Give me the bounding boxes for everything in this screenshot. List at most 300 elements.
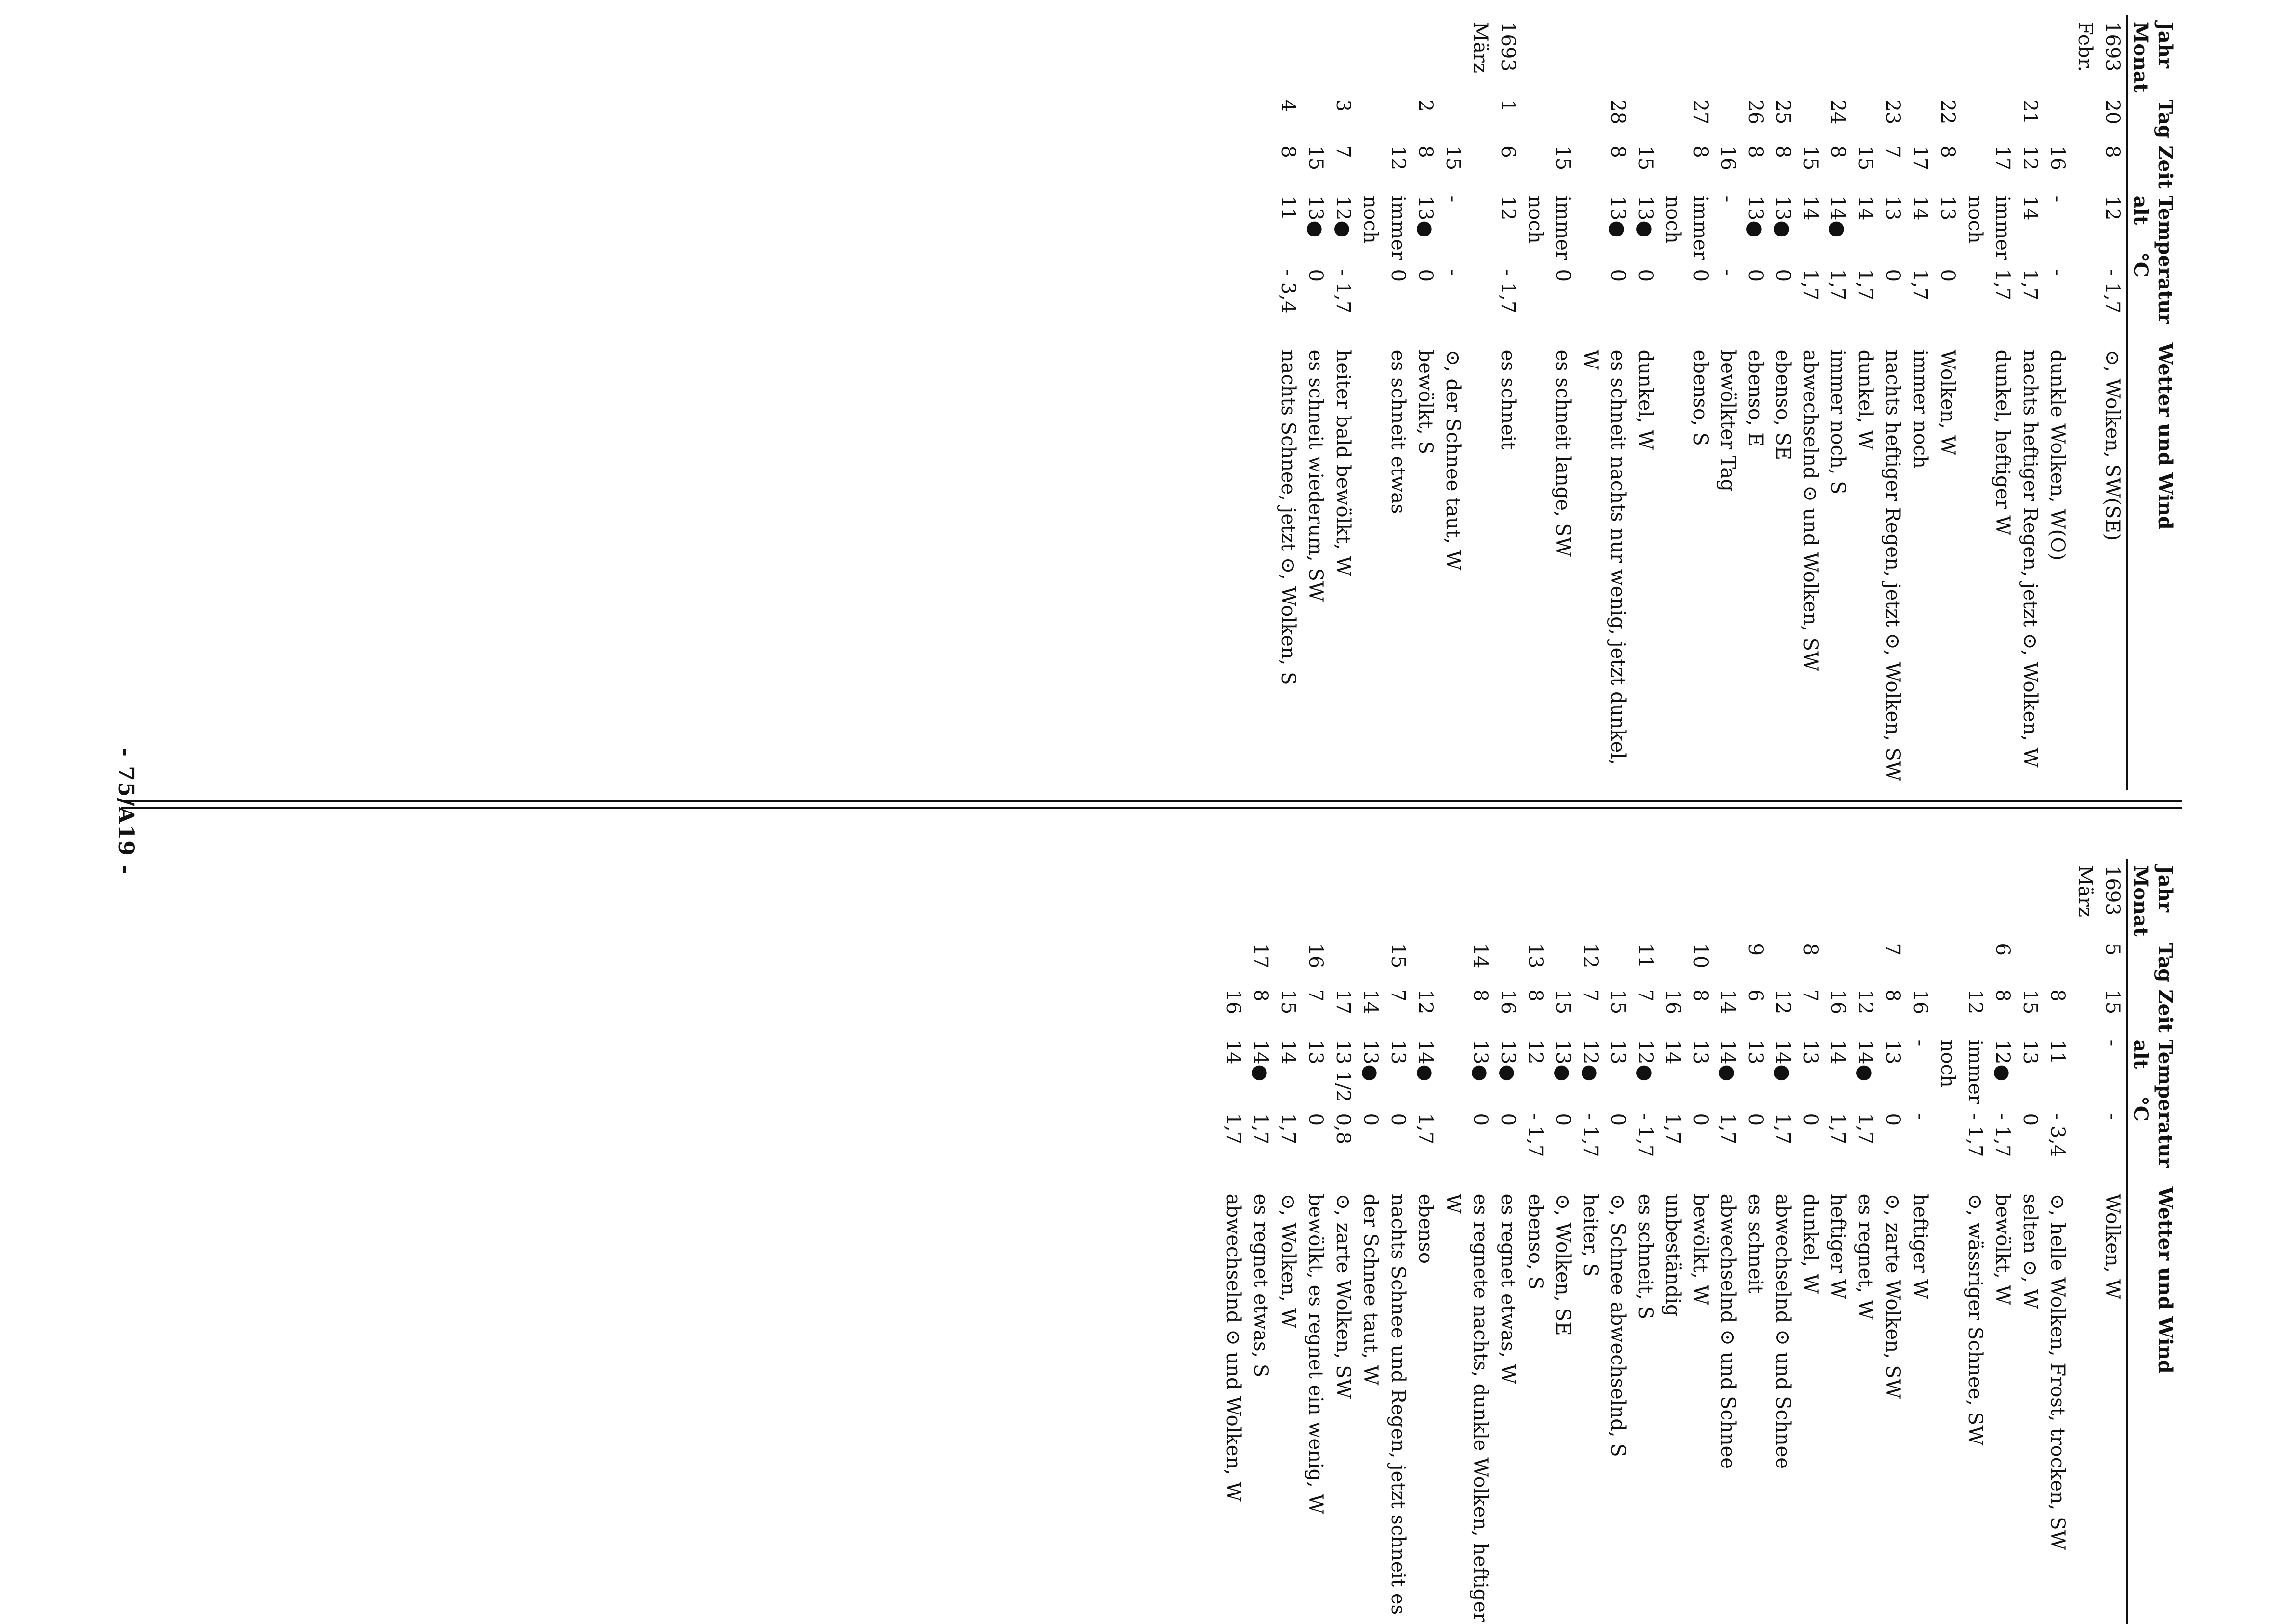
cell-temp-alt: -: [2101, 1039, 2124, 1047]
cell-tag: 3: [1332, 99, 1354, 112]
cell-temp-celsius: 0: [1607, 1113, 1629, 1126]
header-wetter: Wetter und Wind: [2127, 1180, 2177, 1624]
cell-temp-alt: 12: [1524, 1039, 1547, 1065]
cell-tag: [2044, 92, 2071, 138]
cell-temp-alt: 11: [2046, 1039, 2069, 1065]
cell-wetter: ⊙, Wolken, SW(SE): [2101, 349, 2124, 541]
cell-tag: [1906, 936, 1934, 982]
table-row: [1412, 15, 1439, 790]
cell-zeit: 16: [1497, 989, 1519, 1015]
cell-zeit: 7: [1304, 989, 1327, 1002]
table-row: [1714, 859, 1741, 1624]
cell-tag: 6: [1991, 943, 2014, 956]
table-row: [1329, 15, 1357, 790]
cell-temp-celsius: 0: [1689, 1113, 1712, 1126]
cell-wetter: heiter bald bewölkt, W: [1332, 349, 1354, 576]
cell-jahr-monat: 1693 Febr.: [2074, 22, 2124, 72]
cell-temp-alt: 13●: [1359, 1039, 1382, 1082]
cell-jahr-monat: 1693 März: [2074, 865, 2124, 917]
cell-jahr-monat: [1247, 859, 1274, 936]
cell-zeit: 16: [1716, 145, 1739, 171]
cell-tag: [1851, 92, 1879, 138]
cell-temp-alt: 12●: [1634, 1039, 1657, 1082]
cell-tag: [1934, 936, 1989, 982]
table-row: [2071, 15, 2127, 790]
cell-temp-alt: 13●: [1414, 195, 1437, 238]
table-row: [1851, 859, 1879, 1624]
cell-temp-alt: 13●: [1469, 1039, 1492, 1082]
cell-temp-celsius: 0: [1387, 1113, 1409, 1126]
cell-tag: [1714, 92, 1741, 138]
cell-wetter: ⊙, helle Wolken, Frost, trocken, SW: [2046, 1193, 2069, 1550]
table-row: [1906, 859, 1934, 1624]
table-row: [1577, 15, 1632, 790]
cell-jahr-monat: [1659, 15, 1714, 92]
cell-tag: 11: [1634, 943, 1657, 969]
table-row: [1467, 15, 1522, 790]
cell-temp-alt: -: [1909, 1039, 1931, 1047]
cell-temp-celsius: 1,7: [1854, 1113, 1876, 1145]
cell-temp-celsius: -: [1716, 269, 1739, 276]
cell-wetter: nachts Schnee und Regen, jetzt schneit es: [1387, 1193, 1409, 1615]
cell-tag: [1329, 936, 1357, 982]
cell-temp-alt: immer noch: [1359, 195, 1409, 261]
table-row: [1577, 859, 1604, 1624]
table-row: [1247, 859, 1274, 1624]
table-row: [1741, 15, 1769, 790]
table-row: [1659, 859, 1687, 1624]
cell-jahr-monat: [1851, 859, 1879, 936]
cell-zeit: 7: [1881, 145, 1904, 158]
cell-wetter: ⊙, wässriger Schnee, SW: [1964, 1193, 1986, 1446]
cell-jahr-monat: [1439, 859, 1494, 936]
cell-tag: [1824, 936, 1851, 982]
cell-jahr-monat: [1632, 859, 1659, 936]
cell-temp-celsius: -: [1909, 1113, 1931, 1120]
table-row: [1769, 15, 1796, 790]
cell-temp-alt: 14●: [1826, 195, 1849, 238]
table-row: [2071, 859, 2127, 1624]
cell-temp-alt: 14: [1799, 195, 1821, 221]
cell-temp-celsius: -: [2046, 269, 2069, 276]
cell-wetter: ⊙, Schnee abwechselnd, S: [1607, 1193, 1629, 1457]
cell-temp-alt: 13: [1936, 195, 1959, 221]
cell-zeit: 7: [1387, 989, 1409, 1002]
cell-tag: [1494, 936, 1522, 982]
cell-tag: [1851, 936, 1879, 982]
cell-wetter: es schneit: [1497, 349, 1519, 450]
cell-wetter: abwechselnd ⊙ und Schnee: [1716, 1193, 1739, 1469]
cell-tag: 2: [1414, 99, 1437, 112]
header-zeit: Zeit: [2127, 982, 2177, 1032]
cell-jahr-monat: [1384, 859, 1412, 936]
cell-temp-alt: 13: [1607, 1039, 1629, 1065]
cell-wetter: bewölkt, S: [1414, 349, 1437, 455]
cell-temp-celsius: 0: [1304, 269, 1327, 282]
cell-tag: 1: [1497, 99, 1519, 112]
cell-wetter: ebenso, S: [1689, 349, 1712, 446]
cell-wetter: Wolken, W: [2101, 1193, 2124, 1300]
cell-wetter: heftiger W: [1909, 1193, 1931, 1299]
cell-zeit: 16: [1222, 989, 1244, 1015]
cell-temp-alt: 14: [2019, 195, 2041, 221]
cell-zeit: 7: [1579, 989, 1602, 1002]
table-row: [1851, 15, 1879, 790]
cell-tag: [2044, 936, 2071, 982]
cell-tag: 21: [2019, 99, 2041, 125]
cell-jahr-monat: [2044, 859, 2071, 936]
cell-temp-alt: 14●: [1716, 1039, 1739, 1082]
cell-zeit: 16: [2046, 145, 2069, 171]
cell-temp-alt: 14: [1222, 1039, 1244, 1065]
table-row: [1796, 15, 1824, 790]
cell-temp-celsius: 1,7: [1222, 1113, 1244, 1145]
cell-temp-alt: 13●: [1634, 195, 1657, 238]
cell-tag: [1906, 92, 1934, 138]
table-row: [1274, 15, 1302, 790]
cell-temp-celsius: 1,7: [1826, 269, 1849, 301]
cell-jahr-monat: [1329, 859, 1357, 936]
cell-tag: 27: [1689, 99, 1712, 125]
cell-temp-celsius: - 3,4: [1277, 269, 1299, 314]
table-row: [1549, 859, 1577, 1624]
cell-tag: [1357, 936, 1384, 982]
cell-jahr-monat: [1934, 859, 1989, 936]
cell-zeit: 15: [1277, 989, 1299, 1015]
cell-zeit: 17: [1991, 145, 2014, 171]
cell-tag: [1769, 936, 1796, 982]
table-row: [1357, 15, 1412, 790]
cell-jahr-monat: [1687, 859, 1714, 936]
cell-jahr-monat: [1412, 15, 1439, 92]
cell-zeit: 15: [1634, 145, 1657, 171]
cell-zeit: 15: [1552, 145, 1574, 171]
cell-wetter: heftiger W: [1826, 1193, 1849, 1299]
cell-temp-celsius: - 1,7: [2101, 269, 2124, 314]
cell-temp-alt: 14: [1909, 195, 1931, 221]
cell-temp-celsius: 0: [1634, 269, 1657, 282]
cell-temp-celsius: - 1,7: [1332, 269, 1354, 314]
cell-tag: [1714, 936, 1741, 982]
cell-temp-alt: 12: [1497, 195, 1519, 221]
cell-zeit: 6: [1744, 989, 1767, 1002]
table-row: [1494, 859, 1522, 1624]
cell-wetter: selten ⊙, W: [2019, 1193, 2041, 1309]
cell-jahr-monat: [1769, 859, 1796, 936]
cell-zeit: 7: [1634, 989, 1657, 1002]
cell-tag: 15: [1387, 943, 1409, 969]
table-row: [1934, 15, 1961, 790]
cell-wetter: es schneit etwas: [1387, 349, 1409, 514]
cell-wetter: immer noch, S: [1826, 349, 1849, 495]
cell-temp-alt: -: [2046, 195, 2069, 203]
cell-wetter: immer noch: [1909, 349, 1931, 469]
cell-jahr-monat: [1989, 859, 2016, 936]
cell-zeit: 15: [1304, 145, 1327, 171]
table-row: [1906, 15, 1934, 790]
cell-temp-alt: immer noch: [1524, 195, 1574, 261]
cell-temp-alt: 13: [1304, 1039, 1327, 1065]
table-row: [1961, 15, 2016, 790]
table-row: [2044, 859, 2071, 1624]
cell-zeit: 7: [1332, 145, 1354, 158]
cell-wetter: bewölkt, W: [1689, 1193, 1712, 1305]
cell-jahr-monat: [2016, 15, 2044, 92]
cell-temp-celsius: 0: [1552, 269, 1574, 282]
cell-jahr-monat: [1329, 15, 1357, 92]
cell-jahr-monat: [1796, 859, 1824, 936]
cell-tag: 14: [1469, 943, 1492, 969]
cell-tag: [1412, 936, 1439, 982]
cell-temp-celsius: 0,8: [1332, 1113, 1354, 1145]
cell-zeit: 8: [1414, 145, 1437, 158]
cell-jahr-monat: [1659, 859, 1687, 936]
table-row: [1879, 859, 1906, 1624]
cell-temp-celsius: 0: [1799, 1113, 1821, 1126]
cell-temp-alt: 13●: [1771, 195, 1794, 238]
cell-temp-celsius: 0: [1744, 1113, 1767, 1126]
cell-temp-celsius: 0: [1936, 269, 1959, 282]
table-row: [2044, 15, 2071, 790]
cell-temp-celsius: - 1,7: [1964, 1113, 1986, 1157]
cell-temp-alt: 14: [1854, 195, 1876, 221]
cell-temp-celsius: 0: [1552, 1113, 1574, 1126]
cell-temp-alt: 14●: [1414, 1039, 1437, 1082]
cell-temp-celsius: 1,7: [1909, 269, 1931, 301]
cell-temp-alt: 13: [1689, 1039, 1712, 1065]
cell-zeit: 8: [1524, 989, 1547, 1002]
cell-jahr-monat: [1632, 15, 1659, 92]
cell-temp-alt: 14●: [1249, 1039, 1272, 1082]
table-row: [1329, 859, 1357, 1624]
cell-temp-celsius: 0: [1607, 269, 1629, 282]
cell-wetter: Wolken, W: [1936, 349, 1959, 456]
table-row: [1632, 15, 1659, 790]
cell-jahr-monat: [1934, 15, 1961, 92]
cell-zeit: 12: [1387, 145, 1409, 171]
cell-zeit: 8: [1936, 145, 1959, 158]
cell-wetter: ebenso: [1414, 1193, 1437, 1264]
cell-temp-celsius: 0: [1744, 269, 1767, 282]
cell-tag: 23: [1881, 99, 1904, 125]
cell-temp-celsius: - 1,7: [1634, 1113, 1657, 1157]
cell-jahr-monat: [1879, 859, 1906, 936]
cell-jahr-monat: [1549, 859, 1577, 936]
cell-temp-celsius: 1,7: [1277, 1113, 1299, 1145]
header-temperatur: Temperatur alt °C: [2127, 1033, 2177, 1180]
cell-jahr-monat: 1693 März: [1469, 22, 1519, 73]
cell-jahr-monat: [1302, 859, 1329, 936]
cell-zeit: 15: [2101, 989, 2124, 1015]
table-row: [1604, 859, 1632, 1624]
cell-temp-celsius: 0: [1497, 1113, 1519, 1126]
cell-wetter: der Schnee taut, W: [1359, 1193, 1382, 1386]
table-row: [1439, 859, 1494, 1624]
cell-tag: 5: [2101, 943, 2124, 956]
cell-jahr-monat: [1796, 15, 1824, 92]
cell-temp-celsius: -: [2101, 1113, 2124, 1120]
table-row: [1384, 859, 1412, 1624]
cell-jahr-monat: [1961, 15, 2016, 92]
cell-wetter: ebenso, SE: [1771, 349, 1794, 460]
table-row: [1522, 859, 1549, 1624]
cell-temp-alt: 13: [1881, 195, 1904, 221]
cell-zeit: 14: [1359, 989, 1382, 1015]
header-wetter: Wetter und Wind: [2127, 336, 2177, 790]
cell-jahr-monat: [1906, 859, 1934, 936]
cell-zeit: 16: [1826, 989, 1849, 1015]
header-jahr-monat: Jahr Monat: [2127, 859, 2177, 936]
cell-zeit: 12: [1964, 989, 1986, 1015]
header-zeit: Zeit: [2127, 138, 2177, 188]
cell-tag: [1302, 92, 1329, 138]
cell-wetter: dunkle Wolken, W(O): [2046, 349, 2069, 561]
rows-left: [1274, 15, 2127, 790]
cell-jahr-monat: [1302, 15, 1329, 92]
cell-tag: 8: [1799, 943, 1821, 956]
cell-zeit: 12: [1414, 989, 1437, 1015]
cell-tag: 22: [1936, 99, 1959, 125]
cell-temp-alt: -: [1442, 195, 1464, 203]
rows-right: [1219, 859, 2127, 1624]
cell-zeit: 8: [1607, 145, 1629, 158]
cell-zeit: 15: [2019, 989, 2041, 1015]
cell-wetter: abwechselnd ⊙ und Wolken, SW: [1799, 349, 1821, 672]
cell-temp-celsius: 0: [1469, 1113, 1492, 1126]
cell-temp-celsius: 0: [1414, 269, 1437, 282]
cell-zeit: 15: [1799, 145, 1821, 171]
cell-temp-alt: 13●: [1607, 195, 1629, 238]
cell-temp-alt: 13: [1881, 1039, 1904, 1065]
cell-wetter: ⊙, Wolken, SE: [1552, 1193, 1574, 1336]
cell-jahr-monat: [1357, 859, 1384, 936]
cell-temp-alt: 13●: [1552, 1039, 1574, 1082]
table-row: [1274, 859, 1302, 1624]
cell-tag: [1274, 936, 1302, 982]
cell-temp-celsius: - 1,7: [1579, 1113, 1602, 1157]
table-row: [1219, 859, 1247, 1624]
cell-zeit: 17: [1332, 989, 1354, 1015]
cell-zeit: 16: [1909, 989, 1931, 1015]
cell-temp-celsius: 0: [1771, 269, 1794, 282]
cell-temp-alt: 14: [1662, 1039, 1684, 1065]
cell-tag: 17: [1249, 943, 1272, 969]
cell-temp-alt: immer noch: [1964, 195, 2014, 261]
cell-temp-alt: 14: [1826, 1039, 1849, 1065]
cell-tag: [1357, 92, 1412, 138]
cell-temp-alt: 13: [1799, 1039, 1821, 1065]
cell-jahr-monat: [2044, 15, 2071, 92]
cell-jahr-monat: [1604, 859, 1632, 936]
header-tag: Tag: [2127, 92, 2177, 138]
cell-temp-alt: 13: [2019, 1039, 2041, 1065]
cell-temp-celsius: 1,7: [1771, 1113, 1794, 1145]
cell-tag: 20: [2101, 99, 2124, 125]
cell-zeit: 17: [1909, 145, 1931, 171]
cell-temp-celsius: - 1,7: [1524, 1113, 1547, 1157]
cell-temp-celsius: - 3,4: [2046, 1113, 2069, 1157]
cell-wetter: es schneit: [1744, 1193, 1767, 1294]
cell-jahr-monat: [1879, 15, 1906, 92]
cell-tag: [1961, 92, 2016, 138]
cell-temp-alt: 13: [1387, 1039, 1409, 1065]
cell-tag: 26: [1744, 99, 1767, 125]
cell-temp-celsius: 0: [1304, 1113, 1327, 1126]
cell-temp-alt: 13●: [1304, 195, 1327, 238]
cell-tag: [1522, 92, 1577, 138]
cell-zeit: 12: [1771, 989, 1794, 1015]
cell-temp-celsius: 1,7: [1716, 1113, 1739, 1145]
cell-zeit: 8: [1689, 989, 1712, 1002]
cell-wetter: ⊙, zarte Wolken, SW: [1332, 1193, 1354, 1399]
cell-zeit: 8: [1771, 145, 1794, 158]
cell-wetter: es regnet, W: [1854, 1193, 1876, 1320]
cell-wetter: es regnete nachts, dunkle Wolken, heftiger W: [1442, 1193, 1492, 1623]
cell-wetter: abwechselnd ⊙ und Wolken, W: [1222, 1193, 1244, 1502]
cell-tag: 16: [1304, 943, 1327, 969]
table-row: [1412, 859, 1439, 1624]
cell-jahr-monat: [2016, 859, 2044, 936]
table-row: [1439, 15, 1467, 790]
cell-temp-alt: 12●: [1579, 1039, 1602, 1082]
cell-wetter: abwechselnd ⊙ und Schnee: [1771, 1193, 1794, 1469]
cell-tag: 13: [1524, 943, 1547, 969]
cell-temp-alt: 13 1/2: [1332, 1039, 1354, 1102]
double-column-separator: [121, 800, 2182, 809]
cell-temp-celsius: 1,7: [1249, 1113, 1272, 1145]
cell-temp-alt: immer noch: [1936, 1039, 1986, 1104]
cell-tag: [1796, 92, 1824, 138]
cell-temp-celsius: 0: [1387, 269, 1409, 282]
cell-temp-celsius: 1,7: [1854, 269, 1876, 301]
cell-jahr-monat: [1274, 859, 1302, 936]
table-row: [2016, 859, 2044, 1624]
cell-tag: [1219, 936, 1247, 982]
cell-jahr-monat: [1714, 15, 1741, 92]
cell-tag: 10: [1689, 943, 1712, 969]
table-row: [1522, 15, 1577, 790]
cell-jahr-monat: [1357, 15, 1412, 92]
cell-wetter: ebenso, S: [1524, 1193, 1547, 1290]
cell-zeit: 8: [1744, 145, 1767, 158]
cell-jahr-monat: [1522, 15, 1577, 92]
cell-temp-celsius: 1,7: [1799, 269, 1821, 301]
cell-tag: [2016, 936, 2044, 982]
cell-jahr-monat: [1439, 15, 1467, 92]
cell-temp-alt: 14●: [1771, 1039, 1794, 1082]
cell-zeit: 7: [1799, 989, 1821, 1002]
cell-temp-celsius: 1,7: [1662, 1113, 1684, 1145]
cell-temp-alt: immer noch: [1662, 195, 1712, 261]
table-row: [1934, 859, 1989, 1624]
table-row: [1741, 859, 1769, 1624]
cell-temp-celsius: 0: [1881, 269, 1904, 282]
cell-temp-celsius: 0: [2019, 1113, 2041, 1126]
cell-tag: 9: [1744, 943, 1767, 956]
cell-zeit: 8: [1277, 145, 1299, 158]
cell-temp-celsius: 0: [1359, 1113, 1382, 1126]
cell-zeit: 8: [1881, 989, 1904, 1002]
cell-wetter: ⊙, Wolken, W: [1277, 1193, 1299, 1329]
cell-wetter: dunkel, W: [1799, 1193, 1821, 1294]
cell-temp-celsius: 0: [1689, 269, 1712, 282]
cell-jahr-monat: [1824, 859, 1851, 936]
cell-temp-alt: -: [1716, 195, 1739, 203]
cell-jahr-monat: [1577, 15, 1632, 92]
cell-wetter: nachts heftiger Regen, jetzt ⊙, Wolken, SW: [1881, 349, 1904, 782]
table-row: [1796, 859, 1824, 1624]
cell-temp-celsius: - 1,7: [1991, 1113, 2014, 1157]
